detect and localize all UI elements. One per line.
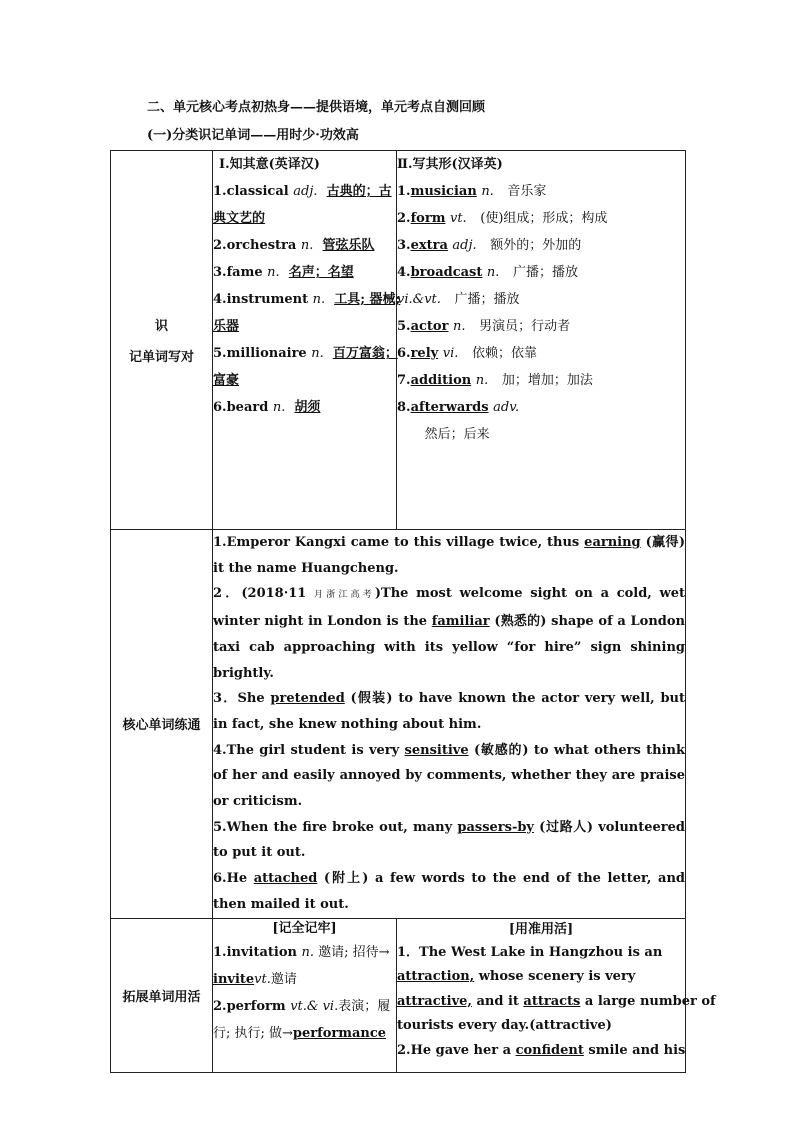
answer-text: familiar [431, 614, 490, 630]
answer-text: 名声；名望 [288, 265, 354, 280]
source-tag: 月浙江高考 [314, 590, 375, 601]
extend-item-line [213, 939, 396, 966]
remember-title: [记全记牢] [272, 920, 337, 936]
word-item [213, 394, 396, 421]
word-item [213, 286, 401, 313]
chinese-meaning: (使)组成；形成；构成 [480, 211, 608, 226]
answer-word: form [410, 211, 446, 226]
sentence-text: 1．The West Lake in Hangzhou is an [397, 944, 663, 960]
vocabulary-table [110, 150, 716, 1073]
answer-word: extra [410, 238, 448, 253]
answer-text: 工具; 器械; [334, 292, 401, 307]
table-row [111, 151, 686, 530]
sentence-text: a large number of [580, 993, 716, 1009]
use-line [397, 990, 716, 1015]
sentence-item [213, 686, 685, 737]
word-item [397, 232, 685, 259]
answer-text: earning [584, 535, 641, 550]
sentence-text: whose scenery is very [474, 969, 636, 985]
english-word: orchestra [226, 238, 297, 253]
english-word: millionaire [226, 346, 307, 361]
answer-word: invite [213, 971, 255, 987]
part-of-speech: n. [475, 373, 489, 388]
item-number: 6. [397, 346, 411, 361]
part-of-speech: adj. [452, 238, 477, 253]
part-of-speech: vt. [254, 971, 271, 987]
chinese-meaning: 额外的；外加的 [490, 238, 582, 253]
word-item [213, 340, 396, 367]
answer-word: broadcast [410, 265, 483, 280]
chinese-meaning: 然后；后来 [424, 427, 490, 442]
part-of-speech: adj. [293, 184, 318, 199]
part-of-speech: vi. [442, 346, 459, 361]
use-line [397, 1014, 685, 1039]
part-of-speech: n. [300, 238, 314, 253]
sentence-item [213, 530, 685, 581]
answer-text: sensitive [404, 742, 469, 758]
item-number: 4. [397, 265, 411, 280]
table-row [111, 918, 686, 1072]
word-item [397, 178, 685, 205]
write-form-cell [397, 151, 686, 530]
row-label-line1: 识 [154, 319, 168, 334]
extend-item-line [213, 1020, 396, 1047]
item-number: 1. [213, 184, 227, 199]
answer-word: musician [410, 184, 477, 199]
sentence-item [213, 581, 685, 686]
word-item [397, 421, 685, 448]
part-of-speech: n. [452, 319, 466, 334]
answer-word: afterwards [410, 400, 489, 415]
core-sentences-cell [213, 530, 686, 919]
sentence-text: 5.When the fire broke out, many [213, 819, 458, 835]
sentence-text: 6.He [213, 871, 254, 887]
item-number: 3. [213, 265, 227, 280]
english-word: classical [226, 184, 289, 199]
use-line [397, 965, 685, 990]
use-line [397, 941, 685, 966]
part-of-speech: n. [267, 265, 280, 280]
sentence-text: and it [471, 993, 524, 1009]
hint-text: (熟悉的) [489, 614, 552, 630]
sentence-text: smile and his [583, 1042, 686, 1058]
sentence-text: volunteered to put it out. [213, 819, 686, 861]
subsection-heading: (一)分类识记单词——用时少·功效高 [147, 128, 359, 143]
sentence-text: a few words to the end of the letter, and then mailed it out. [213, 871, 686, 912]
hint-text: (假装) [344, 691, 399, 707]
part-of-speech: n. [301, 944, 314, 960]
word-item [213, 259, 396, 286]
word-item-continued [213, 367, 396, 394]
answer-text: pretended [270, 691, 345, 707]
write-form-title: Ⅱ.写其形(汉译英) [397, 157, 503, 172]
item-number: 3. [397, 238, 411, 253]
sentence-text: 4.The girl student is very [213, 742, 405, 758]
chinese-meaning: 音乐家 [507, 184, 547, 199]
english-word: instrument [226, 292, 309, 307]
extend-item-line [213, 993, 396, 1020]
sentence-text: )The most welcome sight on a cold, wet winter night in London is the [213, 586, 685, 630]
chinese-meaning: 男演员；行动者 [479, 319, 571, 334]
chinese-meaning: 广播；播放 [513, 265, 579, 280]
use-title: [用准用活] [508, 921, 574, 937]
answer-word: attraction, [397, 969, 475, 985]
sentence-text: to have known the actor very well, but in fact, she knew nothing about him. [213, 691, 686, 732]
sentence-text: it the name Huangcheng. [213, 560, 399, 576]
answer-word: attracts [523, 993, 581, 1009]
word-item [213, 232, 396, 259]
sentence-item [213, 815, 685, 866]
section-heading: 二、单元核心考点初热身——提供语境，单元考点自测回顾 [147, 100, 486, 115]
sentence-text: shape of a London taxi cab approaching with its yellow “for hire” sign shining brightly. [213, 614, 686, 681]
hint-text: (敏感的) [468, 742, 534, 758]
answer-text: 富豪 [213, 373, 240, 388]
answer-text: passers-by [457, 819, 534, 835]
item-number: 5. [397, 319, 411, 334]
answer-text: 胡须 [294, 400, 321, 415]
part-of-speech: n. [311, 346, 324, 361]
word-item-continued [213, 313, 396, 340]
row-label-line2: 记单词写对 [128, 350, 194, 365]
word-item-continued [213, 205, 396, 232]
sentence-item [213, 866, 685, 917]
remember-cell [213, 918, 397, 1072]
answer-text: 古典的；古 [326, 184, 392, 199]
part-of-speech: n. [312, 292, 326, 307]
sentence-text: 3．She [213, 691, 271, 707]
part-of-speech: vi.&vt. [397, 292, 441, 307]
item-number: 7. [397, 373, 411, 388]
part-of-speech: vt.& vi. [290, 998, 339, 1014]
answer-word: performance [292, 1025, 387, 1041]
item-number: 2. [213, 238, 227, 253]
hint-text: (附上) [317, 871, 375, 887]
part-of-speech: n. [486, 265, 500, 280]
sentence-text: 2．(2018·11 [213, 586, 315, 602]
extend-item-line [213, 966, 396, 993]
chinese-meaning: 加；增加；加法 [501, 373, 593, 388]
sentence-item [213, 738, 685, 815]
sentence-text: 2.He gave her a [397, 1042, 516, 1058]
row-label-extend: 拓展单词用活 [111, 918, 213, 1072]
answer-text: 管弦乐队 [322, 238, 375, 253]
answer-word: attractive, [397, 993, 472, 1009]
word-text: 2.perform [213, 998, 291, 1014]
chinese-meaning: 邀请; 招待→ [314, 944, 390, 960]
item-number: 8. [397, 400, 411, 415]
chinese-meaning: 表演；履 [338, 998, 391, 1014]
table-row [111, 530, 686, 919]
english-word: fame [226, 265, 263, 280]
word-item [397, 313, 685, 340]
item-number: 2. [397, 211, 411, 226]
item-number: 5. [213, 346, 227, 361]
hint-text: (赢得) [640, 535, 686, 550]
answer-text: attached [253, 871, 318, 887]
word-item [397, 259, 685, 286]
word-item [397, 394, 685, 421]
know-meaning-cell [213, 151, 401, 530]
answer-text: 典文艺的 [213, 211, 266, 226]
item-number: 6. [213, 400, 227, 415]
sentence-text: tourists every day.(attractive) [397, 1018, 612, 1034]
hint-text: (过路人) [534, 819, 599, 835]
use-cell [397, 918, 716, 1072]
part-of-speech: vt. [449, 211, 467, 226]
word-item [213, 178, 396, 205]
item-number: 4. [213, 292, 227, 307]
answer-word: actor [410, 319, 449, 334]
word-item [397, 340, 685, 367]
chinese-meaning: 广播；播放 [454, 292, 520, 307]
chinese-meaning: 依赖；依靠 [471, 346, 537, 361]
sentence-text: 1.Emperor Kangxi came to this village twice, thus [213, 535, 585, 550]
know-meaning-title: Ⅰ.知其意(英译汉) [219, 157, 320, 172]
part-of-speech: n. [272, 400, 286, 415]
answer-word: rely [410, 346, 439, 361]
row-label-core: 核心单词练通 [111, 530, 213, 919]
answer-word: confident [515, 1042, 584, 1058]
part-of-speech: n. [481, 184, 494, 199]
english-word: beard [226, 400, 269, 415]
row-label-recall [111, 151, 213, 530]
sentence-text: to what others think of her and easily annoyed by comments, whether they are praise or criticism. [213, 742, 685, 810]
answer-text: 百万富翁； [332, 346, 398, 361]
use-line [397, 1039, 685, 1064]
answer-word: addition [410, 373, 472, 388]
item-number: 1. [397, 184, 411, 199]
word-text: 1.invitation [213, 944, 302, 960]
word-item [397, 367, 685, 394]
answer-text: 乐器 [213, 319, 240, 334]
chinese-meaning: 行; 执行; 做→ [213, 1025, 293, 1041]
word-item [397, 205, 685, 232]
chinese-meaning: 邀请 [270, 971, 297, 987]
part-of-speech: adv. [493, 400, 520, 415]
word-item [397, 286, 685, 313]
